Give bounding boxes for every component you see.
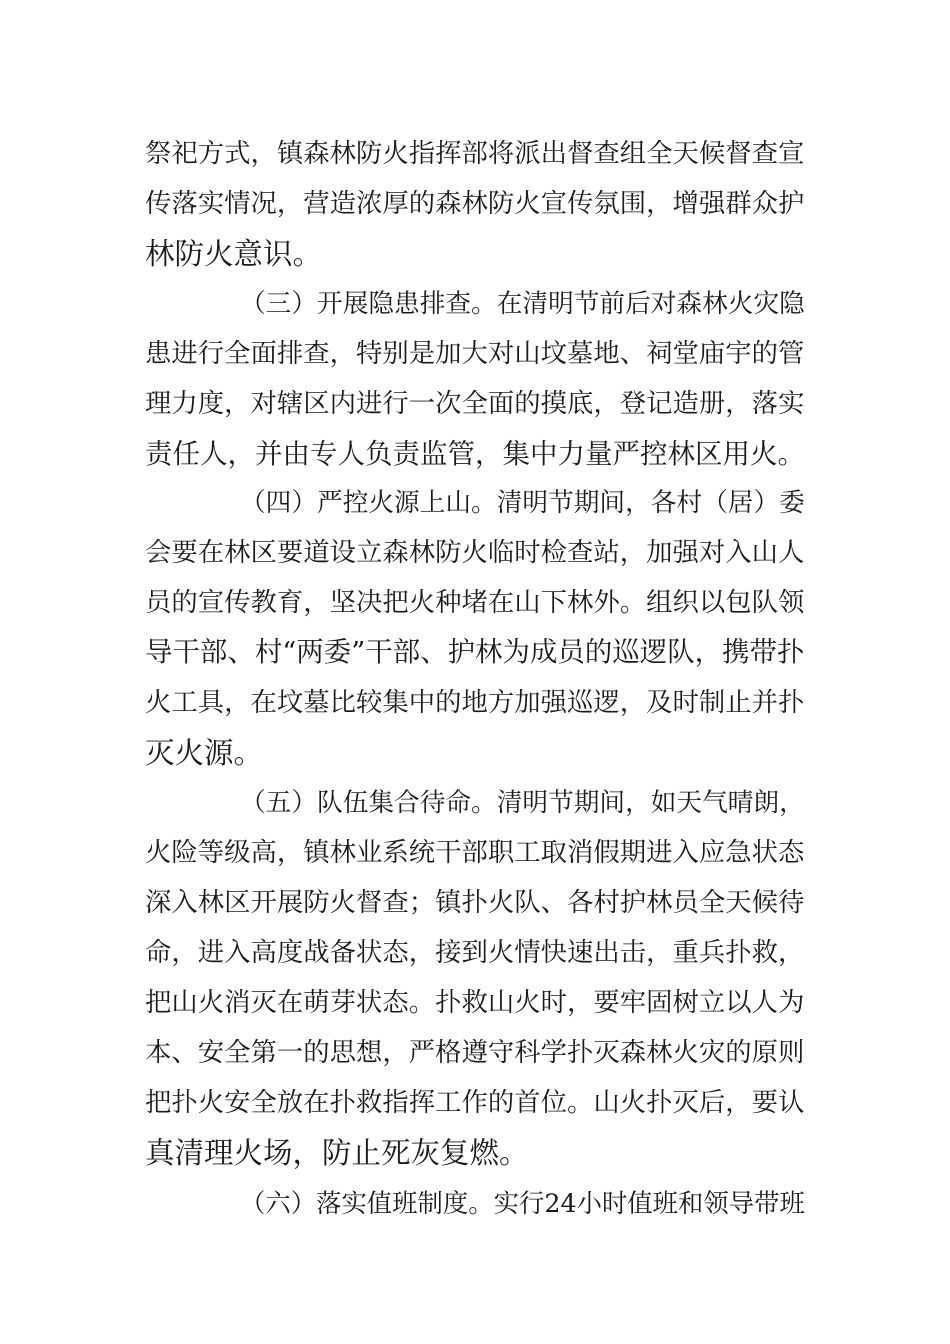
paragraph-3-line-3: 员的宣传教育，坚决把火种堵在山下林外。组织以包队领 bbox=[145, 588, 805, 618]
paragraph-2-line-3: 理力度，对辖区内进行一次全面的摸底，登记造册，落实 bbox=[145, 389, 805, 419]
paragraph-3-line-5: 火工具，在坟墓比较集中的地方加强巡逻，及时制止并扑 bbox=[145, 688, 805, 718]
paragraph-3-line-1: （四）严控火源上山。清明节期间，各村（居）委 bbox=[240, 488, 805, 518]
paragraph-4-line-3: 深入林区开展防火督查；镇扑火队、各村护林员全天候待 bbox=[145, 888, 805, 918]
paragraph-4-line-2: 火险等级高，镇林业系统干部职工取消假期进入应急状态 bbox=[145, 838, 805, 868]
paragraph-3-line-2: 会要在林区要道设立森林防火临时检查站，加强对入山人 bbox=[145, 538, 805, 568]
paragraph-1-line-3: 林防火意识。 bbox=[145, 237, 323, 271]
paragraph-3-line-6: 灭火源。 bbox=[145, 736, 264, 770]
paragraph-2-line-1: （三）开展隐患排查。在清明节前后对森林火灾隐 bbox=[240, 289, 805, 319]
paragraph-2-line-2: 患进行全面排查，特别是加大对山坟墓地、祠堂庙宇的管 bbox=[145, 339, 805, 369]
paragraph-4-line-7: 把扑火安全放在扑救指挥工作的首位。山火扑灭后，要认 bbox=[145, 1088, 805, 1118]
paragraph-4-line-4: 命，进入高度战备状态，接到火情快速出击，重兵扑救， bbox=[145, 938, 805, 968]
paragraph-4-line-5: 把山火消灭在萌芽状态。扑救山火时，要牢固树立以人为 bbox=[145, 988, 805, 1018]
paragraph-2-line-4: 责任人，并由专人负责监管，集中力量严控林区用火。 bbox=[145, 438, 805, 470]
paragraph-5-line-1: （六）落实值班制度。实行24小时值班和领导带班 bbox=[240, 1188, 805, 1218]
paragraph-4-line-6: 本、安全第一的思想，严格遵守科学扑灭森林火灾的原则 bbox=[145, 1038, 805, 1068]
paragraph-4-line-1: （五）队伍集合待命。清明节期间，如天气晴朗， bbox=[240, 788, 805, 818]
paragraph-4-line-8: 真清理火场，防止死灰复燃。 bbox=[145, 1136, 529, 1170]
paragraph-1-line-1: 祭祀方式，镇森林防火指挥部将派出督查组全天候督查宣 bbox=[145, 139, 805, 169]
paragraph-1-line-2: 传落实情况，营造浓厚的森林防火宣传氛围，增强群众护 bbox=[145, 189, 805, 219]
paragraph-3-line-4: 导干部、村“两委”干部、护林为成员的巡逻队，携带扑 bbox=[145, 637, 805, 668]
